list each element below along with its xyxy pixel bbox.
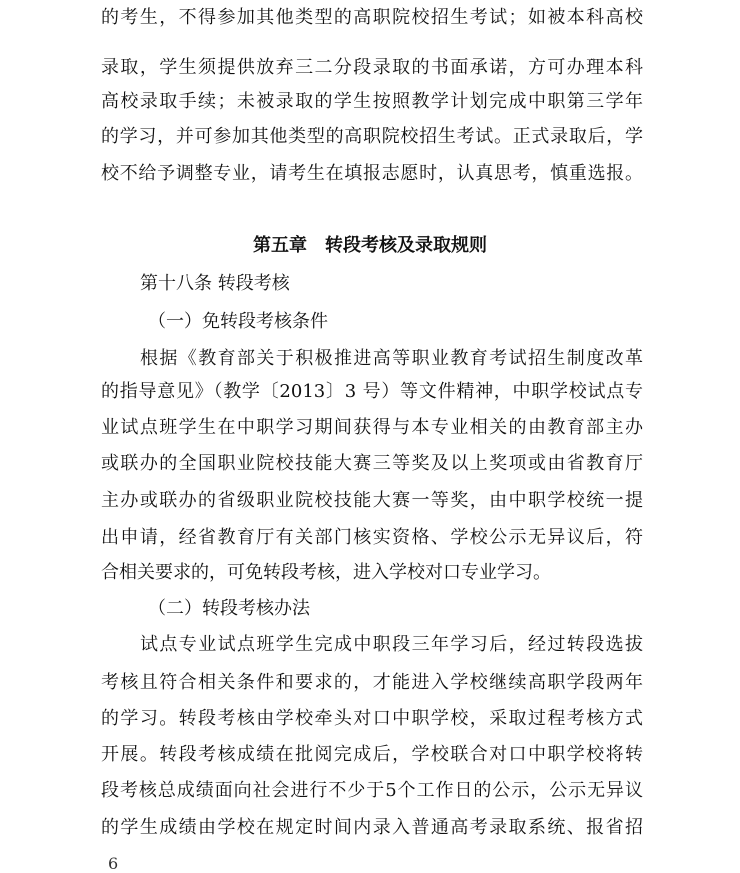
section1-line-3: 业试点班学生在中职学习期间获得与本专业相关的由教育部主办 [101, 417, 643, 438]
chapter-title: 第五章 转段考核及录取规则 [253, 235, 487, 256]
section1-line-4: 或联办的全国职业院校技能大赛三等奖及以上奖项或由省教育厅 [101, 453, 643, 474]
section2-line-4: 开展。转段考核成绩在批阅完成后，学校联合对口中职学校将转 [101, 744, 643, 765]
article-title: 第十八条 转段考核 [140, 273, 290, 294]
section1-line-5: 主办或联办的省级职业院校技能大赛一等奖，由中职学校统一提 [101, 490, 643, 511]
intro-line-1: 的考生，不得参加其他类型的高职院校招生考试；如被本科高校 [101, 7, 643, 28]
section1-line-6: 出申请，经省教育厅有关部门核实资格、学校公示无异议后，符 [101, 527, 643, 548]
intro-line-3: 高校录取手续；未被录取的学生按照教学计划完成中职第三学年 [101, 91, 643, 112]
intro-line-4: 的学习，并可参加其他类型的高职院校招生考试。正式录取后，学 [101, 126, 643, 147]
section2-line-2: 考核且符合相关条件和要求的，才能进入学校继续高职学段两年 [101, 672, 643, 693]
section2-title: （二）转段考核办法 [148, 598, 310, 619]
intro-line-2: 录取，学生须提供放弃三二分段录取的书面承诺，方可办理本科 [101, 57, 643, 78]
section2-line-5: 段考核总成绩面向社会进行不少于5个工作日的公示，公示无异议 [101, 780, 643, 801]
section1-line-7: 合相关要求的，可免转段考核，进入学校对口专业学习。 [101, 562, 551, 583]
section1-line-2: 的指导意见》（教学〔2013〕3 号）等文件精神，中职学校试点专 [101, 381, 643, 402]
section2-line-3: 的学习。转段考核由学校牵头对口中职学校，采取过程考核方式 [101, 708, 643, 729]
section1-title: （一）免转段考核条件 [148, 311, 328, 332]
intro-line-5: 校不给予调整专业，请考生在填报志愿时，认真思考，慎重选报。 [101, 163, 643, 184]
section2-line-6: 的学生成绩由学校在规定时间内录入普通高考录取系统、报省招 [101, 817, 643, 838]
page-number: 6 [108, 854, 119, 873]
section1-line-1: 根据《教育部关于积极推进高等职业教育考试招生制度改革 [140, 348, 643, 369]
section2-line-1: 试点专业试点班学生完成中职段三年学习后，经过转段选拔 [140, 634, 643, 655]
